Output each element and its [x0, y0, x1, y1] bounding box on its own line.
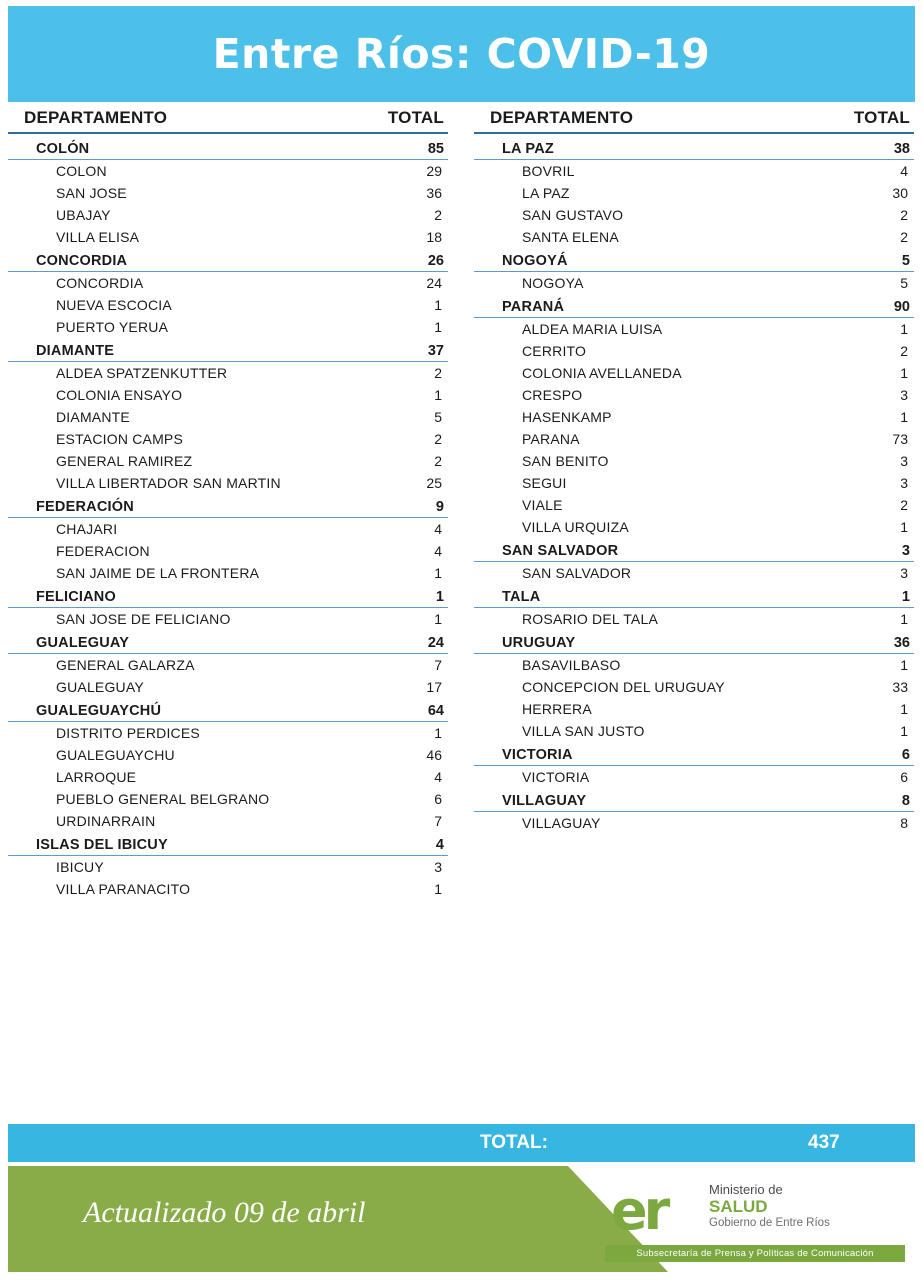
footer: [8, 1166, 915, 1272]
data-columns: [8, 108, 915, 900]
locality-name: ALDEA MARIA LUISA: [522, 321, 663, 337]
locality-row: [8, 654, 448, 676]
locality-total: 1: [900, 519, 908, 535]
locality-name: VILLA SAN JUSTO: [522, 723, 645, 739]
header-departamento: DEPARTAMENTO: [24, 108, 168, 127]
left-column: [8, 108, 448, 900]
locality-row: [474, 406, 914, 428]
locality-total: 3: [900, 387, 908, 403]
locality-name: NUEVA ESCOCIA: [56, 297, 172, 313]
locality-name: CONCORDIA: [56, 275, 144, 291]
department-name: LA PAZ: [502, 141, 554, 157]
locality-name: BASAVILBASO: [522, 657, 621, 673]
department-total: 37: [427, 343, 444, 359]
locality-row: [8, 766, 448, 788]
locality-total: 2: [900, 343, 908, 359]
locality-name: ALDEA SPATZENKUTTER: [56, 365, 228, 381]
locality-total: 17: [426, 679, 442, 695]
locality-total: 2: [900, 497, 908, 513]
locality-name: GENERAL RAMIREZ: [56, 453, 193, 469]
locality-total: 3: [434, 859, 442, 875]
locality-row: [8, 744, 448, 766]
locality-row: [8, 472, 448, 494]
locality-name: GUALEGUAY: [56, 679, 144, 695]
header-departamento: DEPARTAMENTO: [490, 108, 634, 127]
locality-row: [8, 450, 448, 472]
update-date: Actualizado 09 de abril: [83, 1196, 366, 1229]
locality-total: 1: [900, 657, 908, 673]
locality-name: SAN JOSE DE FELICIANO: [56, 611, 231, 627]
department-row: [8, 586, 448, 608]
locality-row: [474, 450, 914, 472]
locality-total: 73: [892, 431, 908, 447]
locality-name: SAN JOSE: [56, 185, 127, 201]
locality-row: [8, 316, 448, 338]
department-row: [474, 250, 914, 272]
locality-name: URDINARRAIN: [56, 813, 156, 829]
locality-row: [8, 204, 448, 226]
department-total: 1: [435, 589, 444, 605]
department-row: [474, 296, 914, 318]
logo-subsecretaria-bar: Subsecretaría de Prensa y Políticas de Comunicación: [605, 1245, 905, 1262]
locality-name: PUERTO YERUA: [56, 319, 169, 335]
locality-name: CHAJARI: [56, 521, 118, 537]
department-total: 4: [435, 837, 444, 853]
department-row: [474, 586, 914, 608]
locality-row: [474, 812, 914, 834]
locality-total: 4: [434, 521, 442, 537]
locality-row: [474, 516, 914, 538]
right-column: [474, 108, 914, 900]
ministry-logo: [605, 1174, 905, 1266]
header-total: TOTAL: [387, 108, 444, 127]
locality-total: 24: [426, 275, 442, 291]
department-total: 24: [427, 635, 444, 651]
locality-total: 2: [434, 207, 442, 223]
locality-total: 30: [892, 185, 908, 201]
department-total: 36: [893, 635, 910, 651]
locality-name: ROSARIO DEL TALA: [522, 611, 658, 627]
locality-total: 1: [434, 881, 442, 897]
department-total: 26: [427, 253, 444, 269]
locality-row: [8, 182, 448, 204]
locality-row: [8, 226, 448, 248]
locality-total: 6: [900, 769, 908, 785]
locality-row: [474, 272, 914, 294]
total-label: TOTAL:: [480, 1132, 548, 1153]
department-name: CONCORDIA: [36, 253, 128, 269]
locality-name: HASENKAMP: [522, 409, 612, 425]
department-total: 1: [901, 589, 910, 605]
department-total: 5: [901, 253, 910, 269]
locality-total: 4: [434, 543, 442, 559]
locality-name: IBICUY: [56, 859, 104, 875]
locality-row: [8, 810, 448, 832]
logo-gobierno: Gobierno de Entre Ríos: [709, 1217, 830, 1229]
locality-total: 1: [434, 297, 442, 313]
locality-row: [8, 856, 448, 878]
locality-total: 3: [900, 565, 908, 581]
locality-total: 1: [434, 387, 442, 403]
department-name: DIAMANTE: [36, 343, 115, 359]
right-column-body: [474, 138, 914, 834]
locality-total: 1: [434, 611, 442, 627]
column-header-right: [474, 108, 914, 134]
locality-total: 46: [426, 747, 442, 763]
locality-total: 18: [426, 229, 442, 245]
locality-name: COLON: [56, 163, 107, 179]
locality-total: 2: [434, 365, 442, 381]
department-name: TALA: [502, 589, 541, 605]
locality-row: [474, 654, 914, 676]
locality-row: [8, 878, 448, 900]
locality-row: [474, 362, 914, 384]
locality-row: [474, 720, 914, 742]
department-name: GUALEGUAY: [36, 635, 130, 651]
locality-name: VIALE: [522, 497, 563, 513]
department-row: [8, 632, 448, 654]
locality-name: SAN BENITO: [522, 453, 609, 469]
locality-name: SAN SALVADOR: [522, 565, 632, 581]
department-name: URUGUAY: [502, 635, 576, 651]
locality-row: [8, 160, 448, 182]
locality-total: 7: [434, 657, 442, 673]
locality-row: [474, 160, 914, 182]
department-name: VICTORIA: [502, 747, 573, 763]
locality-total: 2: [434, 431, 442, 447]
department-row: [8, 700, 448, 722]
locality-total: 2: [900, 207, 908, 223]
locality-name: BOVRIL: [522, 163, 575, 179]
locality-row: [474, 204, 914, 226]
locality-row: [8, 406, 448, 428]
header-total: TOTAL: [853, 108, 910, 127]
locality-row: [8, 272, 448, 294]
department-row: [474, 790, 914, 812]
locality-total: 1: [900, 365, 908, 381]
locality-total: 8: [900, 815, 908, 831]
locality-row: [8, 362, 448, 384]
department-total: 8: [901, 793, 910, 809]
department-total: 64: [427, 703, 444, 719]
locality-row: [474, 340, 914, 362]
department-total: 85: [427, 141, 444, 157]
locality-row: [8, 788, 448, 810]
locality-row: [474, 608, 914, 630]
locality-name: COLONIA AVELLANEDA: [522, 365, 682, 381]
locality-name: LARROQUE: [56, 769, 137, 785]
department-name: COLÓN: [36, 141, 90, 157]
locality-total: 2: [434, 453, 442, 469]
locality-row: [8, 540, 448, 562]
department-total: 3: [901, 543, 910, 559]
department-row: [8, 496, 448, 518]
locality-name: GENERAL GALARZA: [56, 657, 195, 673]
locality-row: [474, 562, 914, 584]
locality-row: [8, 722, 448, 744]
locality-total: 1: [900, 723, 908, 739]
locality-name: VILLA ELISA: [56, 229, 140, 245]
logo-ministerio: Ministerio de: [709, 1182, 783, 1197]
column-header-left: [8, 108, 448, 134]
page-title: Entre Ríos: COVID-19: [212, 30, 711, 78]
locality-name: VILLA LIBERTADOR SAN MARTIN: [56, 475, 281, 491]
department-row: [474, 540, 914, 562]
department-row: [8, 340, 448, 362]
department-total: 9: [435, 499, 444, 515]
locality-row: [474, 428, 914, 450]
locality-name: SAN JAIME DE LA FRONTERA: [56, 565, 260, 581]
locality-name: CONCEPCION DEL URUGUAY: [522, 679, 725, 695]
locality-name: GUALEGUAYCHU: [56, 747, 175, 763]
department-total: 90: [893, 299, 910, 315]
locality-row: [474, 318, 914, 340]
locality-name: DIAMANTE: [56, 409, 130, 425]
department-name: SAN SALVADOR: [502, 543, 619, 559]
locality-total: 5: [434, 409, 442, 425]
locality-total: 4: [434, 769, 442, 785]
locality-row: [8, 518, 448, 540]
locality-row: [8, 562, 448, 584]
locality-total: 36: [426, 185, 442, 201]
er-logo-icon: er: [611, 1179, 667, 1242]
locality-total: 5: [900, 275, 908, 291]
locality-name: PARANA: [522, 431, 580, 447]
locality-total: 1: [900, 409, 908, 425]
header-band: [8, 6, 915, 102]
locality-name: VILLAGUAY: [522, 815, 601, 831]
locality-total: 7: [434, 813, 442, 829]
locality-row: [474, 182, 914, 204]
locality-name: ESTACION CAMPS: [56, 431, 184, 447]
locality-name: COLONIA ENSAYO: [56, 387, 183, 403]
locality-name: SANTA ELENA: [522, 229, 619, 245]
department-name: FELICIANO: [36, 589, 116, 605]
locality-total: 1: [900, 321, 908, 337]
locality-name: HERRERA: [522, 701, 592, 717]
locality-row: [474, 472, 914, 494]
locality-name: VICTORIA: [522, 769, 590, 785]
locality-total: 1: [900, 701, 908, 717]
locality-total: 1: [434, 725, 442, 741]
department-row: [8, 250, 448, 272]
left-column-body: [8, 138, 448, 900]
locality-row: [474, 494, 914, 516]
locality-row: [474, 676, 914, 698]
department-row: [474, 744, 914, 766]
locality-name: CRESPO: [522, 387, 583, 403]
locality-total: 1: [434, 565, 442, 581]
department-name: NOGOYÁ: [502, 253, 568, 269]
department-total: 38: [893, 141, 910, 157]
locality-row: [474, 384, 914, 406]
logo-salud: SALUD: [709, 1197, 768, 1216]
total-band: [8, 1124, 915, 1162]
locality-total: 25: [426, 475, 442, 491]
locality-total: 3: [900, 475, 908, 491]
department-row: [8, 138, 448, 160]
locality-total: 6: [434, 791, 442, 807]
locality-row: [8, 676, 448, 698]
department-name: FEDERACIÓN: [36, 499, 134, 515]
locality-total: 1: [900, 611, 908, 627]
locality-name: UBAJAY: [56, 207, 111, 223]
locality-row: [474, 226, 914, 248]
locality-row: [474, 698, 914, 720]
locality-name: SAN GUSTAVO: [522, 207, 624, 223]
locality-total: 4: [900, 163, 908, 179]
logo-text-block: [709, 1182, 830, 1230]
locality-name: NOGOYA: [522, 275, 584, 291]
department-row: [474, 138, 914, 160]
locality-name: VILLA PARANACITO: [56, 881, 191, 897]
locality-total: 1: [434, 319, 442, 335]
locality-name: DISTRITO PERDICES: [56, 725, 200, 741]
department-name: ISLAS DEL IBICUY: [36, 837, 168, 853]
locality-row: [8, 294, 448, 316]
locality-row: [8, 384, 448, 406]
locality-total: 33: [892, 679, 908, 695]
department-total: 6: [901, 747, 910, 763]
department-name: GUALEGUAYCHÚ: [36, 703, 162, 719]
locality-row: [474, 766, 914, 788]
department-name: PARANÁ: [502, 299, 565, 315]
locality-name: SEGUI: [522, 475, 567, 491]
locality-name: CERRITO: [522, 343, 587, 359]
department-name: VILLAGUAY: [502, 793, 587, 809]
locality-name: FEDERACION: [56, 543, 150, 559]
locality-name: VILLA URQUIZA: [522, 519, 629, 535]
locality-row: [8, 608, 448, 630]
locality-name: LA PAZ: [522, 185, 570, 201]
total-value: 437: [808, 1132, 840, 1153]
locality-name: PUEBLO GENERAL BELGRANO: [56, 791, 270, 807]
locality-total: 29: [426, 163, 442, 179]
locality-total: 3: [900, 453, 908, 469]
locality-total: 2: [900, 229, 908, 245]
department-row: [474, 632, 914, 654]
department-row: [8, 834, 448, 856]
locality-row: [8, 428, 448, 450]
